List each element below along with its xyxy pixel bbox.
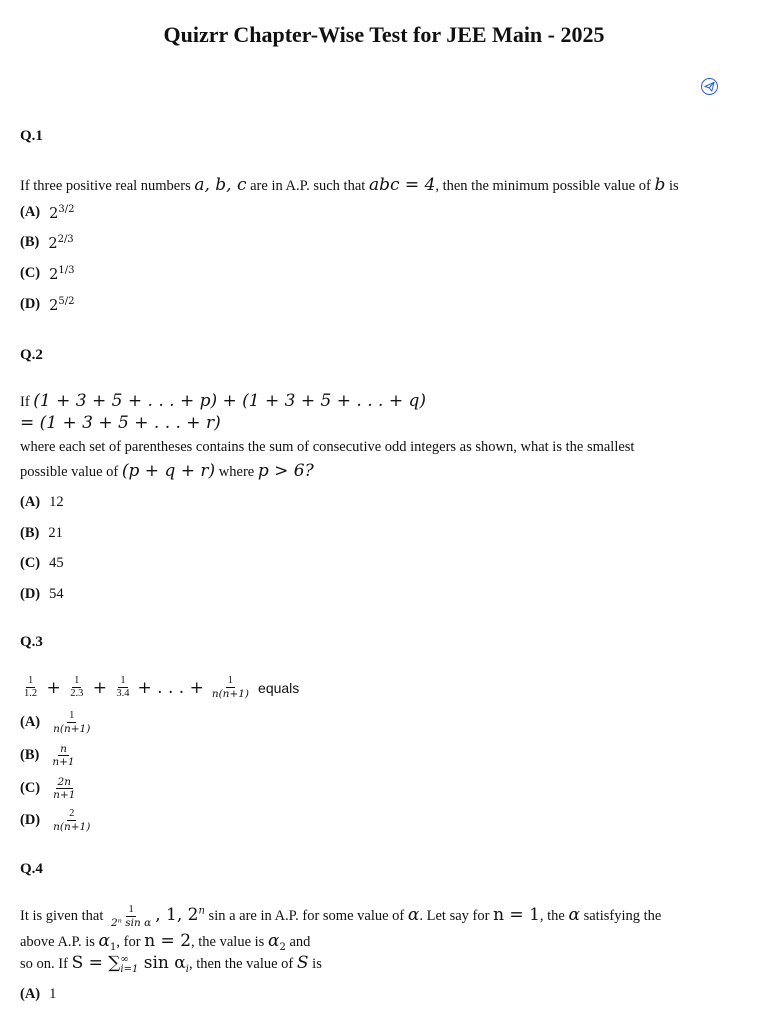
question-label-1: Q.1 [20,128,43,144]
question-text-3: 1 1.2 + $\frac{1}{2.3}$ + $\frac{1}{3.4}$ + . . . + $\frac{1}{n(n+1)}$ equals [24,675,300,701]
question-text-2b: where each set of parentheses contains the sum of consecutive odd integers as shown, what is the smallest [20,439,635,455]
question-label-2: Q.2 [20,347,43,363]
option-2d[interactable]: (D) 54 [20,586,64,602]
option-3a[interactable]: (A) 1 n(n+1) [20,710,91,736]
telegram-icon[interactable] [701,78,718,95]
option-2a[interactable]: (A) 12 [20,494,64,510]
option-3d[interactable]: (D) 2 n(n+1) [20,808,91,834]
question-text-4: It is given that $\frac{1}{\text{2ⁿ sin α}}$ , 1, 2$^n$ sin a are in A.P. for some value of α. Let say for n = 1, the α satisfying the [20,904,662,930]
option-1a[interactable]: (A) $2^{3/2}$ [20,204,75,222]
option-1c[interactable]: (C) $2^{1/3}$ [20,265,75,283]
option-2b[interactable]: (B) 21 [20,525,63,541]
question-text-4c: so on. If S = ∑ ∞ i=1 $\sin \alpha_i$, then the value of S is [20,953,322,975]
page-title: Quizrr Chapter-Wise Test for JEE Main - 2025 [163,22,605,47]
option-4a[interactable]: (A) 1 [20,986,57,1002]
question-label-3: Q.3 [20,634,43,650]
question-equation-2: = (1 + 3 + 5 + . . . + r) [20,413,221,433]
option-1b[interactable]: (B) $2^{2/3}$ [20,234,74,252]
question-text-2c: possible value of (p + q + r) where p > 6? [20,461,314,481]
question-text-4b: above A.P. is $\alpha_1$, for n = 2, the value is $\alpha_2$ and [20,931,311,953]
option-1d[interactable]: (D) $2^{5/2}$ [20,296,75,314]
option-3b[interactable]: (B) n n+1 [20,743,75,769]
question-text-2: If (1 + 3 + 5 + . . . + p) + (1 + 3 + 5 + . . . + q) [20,391,426,411]
option-2c[interactable]: (C) 45 [20,555,64,571]
question-text-1: If three positive real numbers a, b, c are in A.P. such that abc = 4, then the minimum possible value of b is [20,175,679,195]
question-label-4: Q.4 [20,861,43,877]
option-3c[interactable]: (C) 2n n+1 [20,776,76,802]
